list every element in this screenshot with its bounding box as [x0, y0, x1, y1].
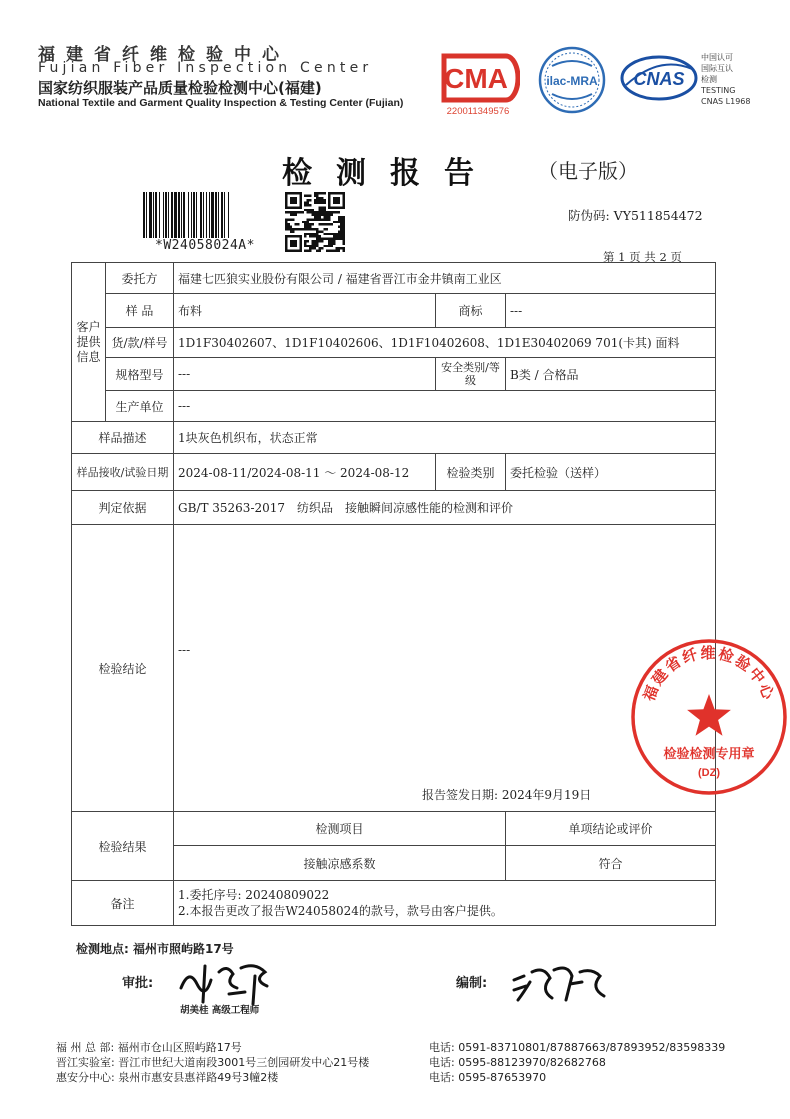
result-col-item: 检测项目	[174, 812, 506, 846]
org-name-en: Fujian Fiber Inspection Center	[38, 60, 373, 76]
producer-row	[72, 391, 716, 422]
ilac-logo-text: ilac-MRA	[546, 74, 598, 88]
footer-phone: 电话: 0595-88123970/82682768	[429, 1056, 606, 1069]
footer-phones	[429, 1040, 725, 1085]
result-col-eval: 单项结论或评价	[506, 812, 716, 846]
anti-fake-code: 防伪码: VY511854472	[568, 208, 703, 223]
remark-line: 1.委托序号: 20240809022	[178, 888, 330, 902]
footer-address: 福 州 总 部: 福州市仓山区照屿路17号	[56, 1041, 242, 1054]
sample-row	[72, 294, 716, 328]
producer-value: ---	[174, 391, 716, 422]
official-seal-icon	[630, 638, 788, 796]
barcode-icon	[141, 192, 269, 238]
approve-label: 审批:	[122, 976, 154, 991]
conclusion-value: ---	[178, 643, 191, 657]
cma-logo-icon	[436, 52, 520, 104]
item-label: 货/款/样号	[106, 328, 174, 358]
report-subtitle: （电子版）	[538, 159, 638, 183]
safety-label: 安全类别/等级	[436, 358, 506, 391]
spec-value: ---	[174, 358, 436, 391]
compile-label: 编制:	[456, 976, 488, 991]
compiler-signature-icon	[510, 960, 610, 1006]
basis-label: 判定依据	[72, 491, 174, 525]
type-value: 委托检验（送样）	[506, 454, 716, 491]
remark-row	[72, 881, 716, 926]
safety-value: B类 / 合格品	[506, 358, 716, 391]
cnas-line: 检测	[701, 75, 717, 84]
sample-label: 样 品	[106, 294, 174, 328]
cnas-logo-icon	[620, 55, 698, 101]
result-header-row	[72, 812, 716, 846]
seal-bottom-text: 检验检测专用章	[663, 747, 755, 762]
producer-label: 生产单位	[106, 391, 174, 422]
remark-line: 2.本报告更改了报告W24058024的款号，款号由客户提供。	[178, 904, 503, 918]
remark-label: 备注	[72, 881, 174, 926]
approver-name: 胡美桂 高级工程师	[180, 1005, 260, 1016]
center-name-en: National Textile and Garment Quality Inspection & Testing Center (Fujian)	[38, 97, 404, 109]
footer-phone: 电话: 0591-83710801/87887663/87893952/83598339	[429, 1041, 726, 1054]
brand-value: ---	[506, 294, 716, 328]
sample-value: 布料	[174, 294, 436, 328]
org-name-cn: 福建省纤维检验中心	[38, 45, 290, 65]
result-item: 接触凉感系数	[174, 846, 506, 881]
type-label: 检验类别	[436, 454, 506, 491]
footer-phone: 电话: 0595-87653970	[429, 1071, 547, 1084]
footer-addresses	[56, 1040, 369, 1085]
cnas-line: TESTING	[701, 86, 736, 95]
barcode-text: *W24058024A*	[155, 238, 255, 253]
cma-logo-text: CMA	[444, 63, 508, 94]
result-eval: 符合	[506, 846, 716, 881]
qr-code-icon	[285, 192, 345, 252]
cma-number: 220011349576	[446, 106, 510, 117]
seal-code: (DZ)	[698, 767, 720, 779]
report-title: 检测报告	[282, 156, 498, 191]
footer-address: 晋江实验室: 晋江市世纪大道南段3001号三创园研发中心21号楼	[56, 1056, 370, 1069]
client-row	[72, 263, 716, 294]
desc-label: 样品描述	[72, 422, 174, 454]
client-value: 福建七匹狼实业股份有限公司 / 福建省晋江市金井镇南工业区	[174, 263, 716, 294]
approver-signature-icon	[175, 958, 275, 1006]
cnas-line: 中国认可	[701, 53, 733, 62]
item-value: 1D1F30402607、1D1F10402606、1D1F10402608、1D1E30402069 701(卡其) 面料	[174, 328, 716, 358]
cnas-accreditation-text	[701, 52, 750, 107]
basis-row	[72, 491, 716, 525]
sign-date: 报告签发日期: 2024年9月19日	[422, 788, 592, 802]
result-label: 检验结果	[72, 812, 174, 881]
test-location: 检测地点: 福州市照屿路17号	[76, 942, 234, 956]
basis-value: GB/T 35263-2017 纺织品 接触瞬间凉感性能的检测和评价	[174, 491, 716, 525]
cnas-logo-text: CNAS	[633, 69, 685, 89]
ilac-mra-logo-icon	[538, 46, 606, 114]
page-number: 第 1 页 共 2 页	[603, 250, 682, 264]
center-name-cn: 国家纺织服装产品质量检验检测中心(福建)	[38, 79, 322, 97]
desc-value: 1块灰色机织布，状态正常	[174, 422, 716, 454]
cnas-line: CNAS L1968	[701, 97, 751, 106]
item-row	[72, 328, 716, 358]
footer-address: 惠安分中心: 泉州市惠安县惠祥路49号3幢2楼	[56, 1071, 279, 1084]
spec-label: 规格型号	[106, 358, 174, 391]
date-label: 样品接收/试验日期	[72, 454, 174, 491]
spec-row	[72, 358, 716, 391]
remark-value	[174, 881, 716, 926]
date-row	[72, 454, 716, 491]
conclusion-label: 检验结论	[72, 525, 174, 812]
seal-ring-text: 福建省纤维检验中心	[639, 644, 779, 704]
desc-row	[72, 422, 716, 454]
conclusion-row	[72, 525, 716, 812]
brand-label: 商标	[436, 294, 506, 328]
cnas-line: 国际互认	[701, 64, 733, 73]
client-group-label: 客户提供信息	[72, 263, 106, 422]
client-label: 委托方	[106, 263, 174, 294]
date-value: 2024-08-11/2024-08-11 ～ 2024-08-12	[174, 454, 436, 491]
report-table	[71, 262, 716, 926]
